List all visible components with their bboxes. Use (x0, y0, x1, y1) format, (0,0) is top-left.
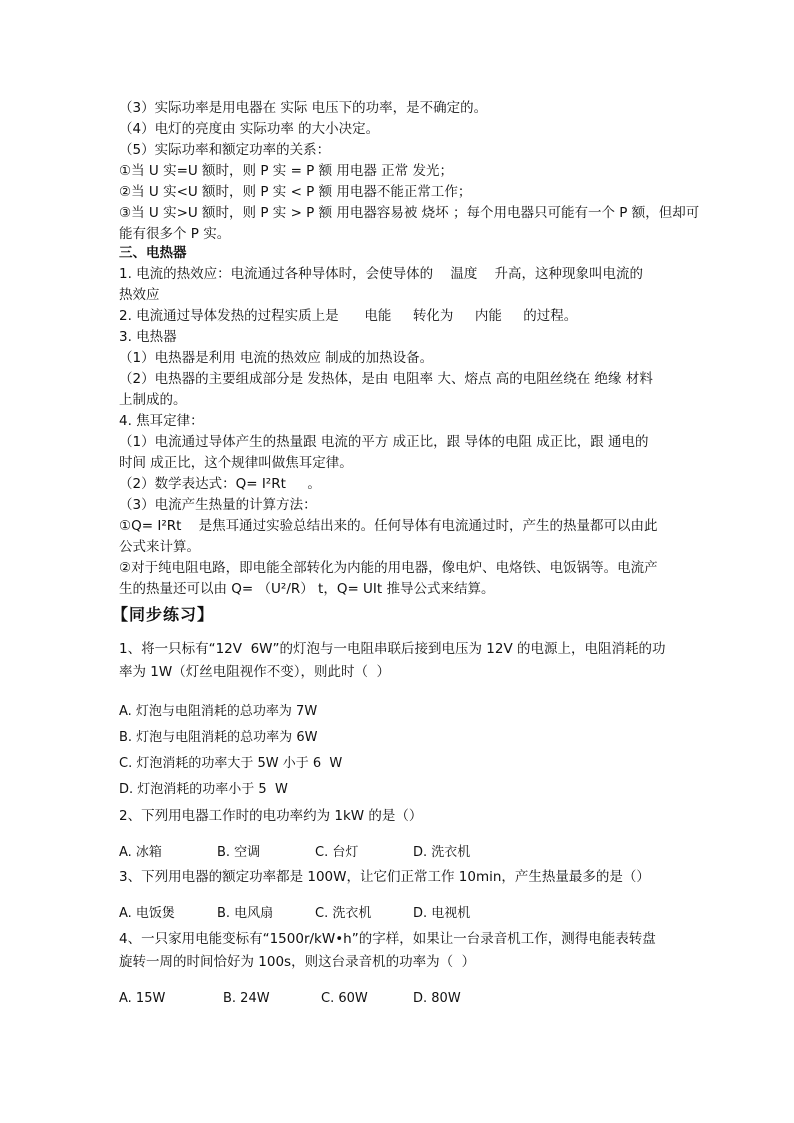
note-line: （1）电热器是利用 电流的热效应 制成的加热设备。 (119, 350, 434, 366)
practice-section (112, 603, 672, 627)
question-2-options (119, 843, 679, 863)
question-1 (119, 638, 679, 684)
note-line: 3. 电热器 (119, 329, 177, 345)
option-a: A. 15W (119, 991, 166, 1006)
option-a: A. 灯泡与电阻消耗的总功率为 7W (119, 704, 318, 719)
note-line: （4）电灯的亮度由 实际功率 的大小决定。 (119, 121, 380, 137)
question-4-options (119, 989, 679, 1009)
option-a: A. 冰箱 (119, 845, 162, 860)
note-line: 上制成的。 (119, 392, 187, 408)
question-stem: 率为 1W（灯丝电阻视作不变），则此时（ ） (119, 664, 391, 680)
note-line: 生的热量还可以由 Q= （U²/R） t，Q= UIt 推导公式来结算。 (119, 581, 495, 597)
option-b: B. 灯泡与电阻消耗的总功率为 6W (119, 730, 318, 745)
heater-notes (119, 264, 679, 600)
question-stem: 2、下列用电器工作时的电功率约为 1kW 的是（） (119, 808, 423, 824)
option-d: D. 电视机 (413, 906, 471, 921)
note-line: ②当 U 实<U 额时，则 P 实 < P 额 用电器不能正常工作； (119, 184, 472, 200)
option-c: C. 台灯 (315, 845, 359, 860)
option-a: A. 电饭煲 (119, 906, 175, 921)
power-notes (119, 98, 700, 245)
question-stem: 4、一只家用电能变标有“1500r/kW•h”的字样，如果让一台录音机工作，测得电能表转盘 (119, 931, 656, 947)
options-row (119, 843, 679, 863)
question-stem: 1、将一只标有“12V 6W”的灯泡与一电阻串联后接到电压为 12V 的电源上，电阻消耗的功 (119, 641, 666, 657)
note-line: （2）数学表达式：Q= I²Rt 。 (119, 476, 321, 492)
options-row (119, 904, 679, 924)
question-2 (119, 805, 679, 828)
options-row (119, 989, 679, 1009)
note-line: 时间 成正比，这个规律叫做焦耳定律。 (119, 455, 353, 471)
note-line: ②对于纯电阻电路，即电能全部转化为内能的用电器，像电炉、电烙铁、电饭锅等。电流产 (119, 560, 658, 576)
note-line: 公式来计算。 (119, 539, 200, 555)
question-stem: 3、下列用电器的额定功率都是 100W，让它们正常工作 10min，产生热量最多的是（） (119, 869, 650, 885)
note-line: 1. 电流的热效应：电流通过各种导体时，会使导体的 温度 升高，这种现象叫电流的 (119, 266, 644, 282)
option-d: D. 80W (413, 991, 461, 1006)
option-c: C. 60W (321, 991, 368, 1006)
note-line: 能有很多个 P 实。 (119, 226, 231, 242)
note-line: 2. 电流通过导体发热的过程实质上是 电能 转化为 内能 的过程。 (119, 308, 578, 324)
option-d: D. 灯泡消耗的功率小于 5 W (119, 782, 288, 797)
note-line: ①Q= I²Rt 是焦耳通过实验总结出来的。任何导体有电流通过时，产生的热量都可以由此 (119, 518, 658, 534)
note-line: ③当 U 实>U 额时，则 P 实 > P 额 用电器容易被 烧坏 ；每个用电器只可能有一个 P 额，但却可 (119, 205, 700, 221)
option-c: C. 洗衣机 (315, 906, 372, 921)
note-line: 4. 焦耳定律： (119, 413, 204, 429)
heater-section (119, 243, 679, 264)
section-heading: 三、电热器 (119, 245, 187, 261)
note-line: （2）电热器的主要组成部分是 发热体，是由 电阻率 大、熔点 高的电阻丝绕在 绝缘 材料 (119, 371, 653, 387)
question-1-options (119, 702, 679, 800)
question-4 (119, 928, 679, 974)
question-stem: 旋转一周的时间恰好为 100s，则这台录音机的功率为（ ） (119, 954, 476, 970)
note-line: （3）实际功率是用电器在 实际 电压下的功率，是不确定的。 (119, 100, 488, 116)
note-line: 热效应 (119, 287, 160, 303)
option-b: B. 电风扇 (217, 906, 274, 921)
option-b: B. 24W (223, 991, 270, 1006)
option-c: C. 灯泡消耗的功率大于 5W 小于 6 W (119, 756, 343, 771)
note-line: （3）电流产生热量的计算方法： (119, 497, 317, 513)
question-3 (119, 866, 679, 889)
note-line: （5）实际功率和额定功率的关系： (119, 142, 331, 158)
question-3-options (119, 904, 679, 924)
practice-heading: 【同步练习】 (112, 605, 215, 624)
option-b: B. 空调 (217, 845, 261, 860)
option-d: D. 洗衣机 (413, 845, 471, 860)
note-line: ①当 U 实=U 额时，则 P 实 = P 额 用电器 正常 发光； (119, 163, 453, 179)
note-line: （1）电流通过导体产生的热量跟 电流的平方 成正比，跟 导体的电阻 成正比，跟 通电的 (119, 434, 649, 450)
